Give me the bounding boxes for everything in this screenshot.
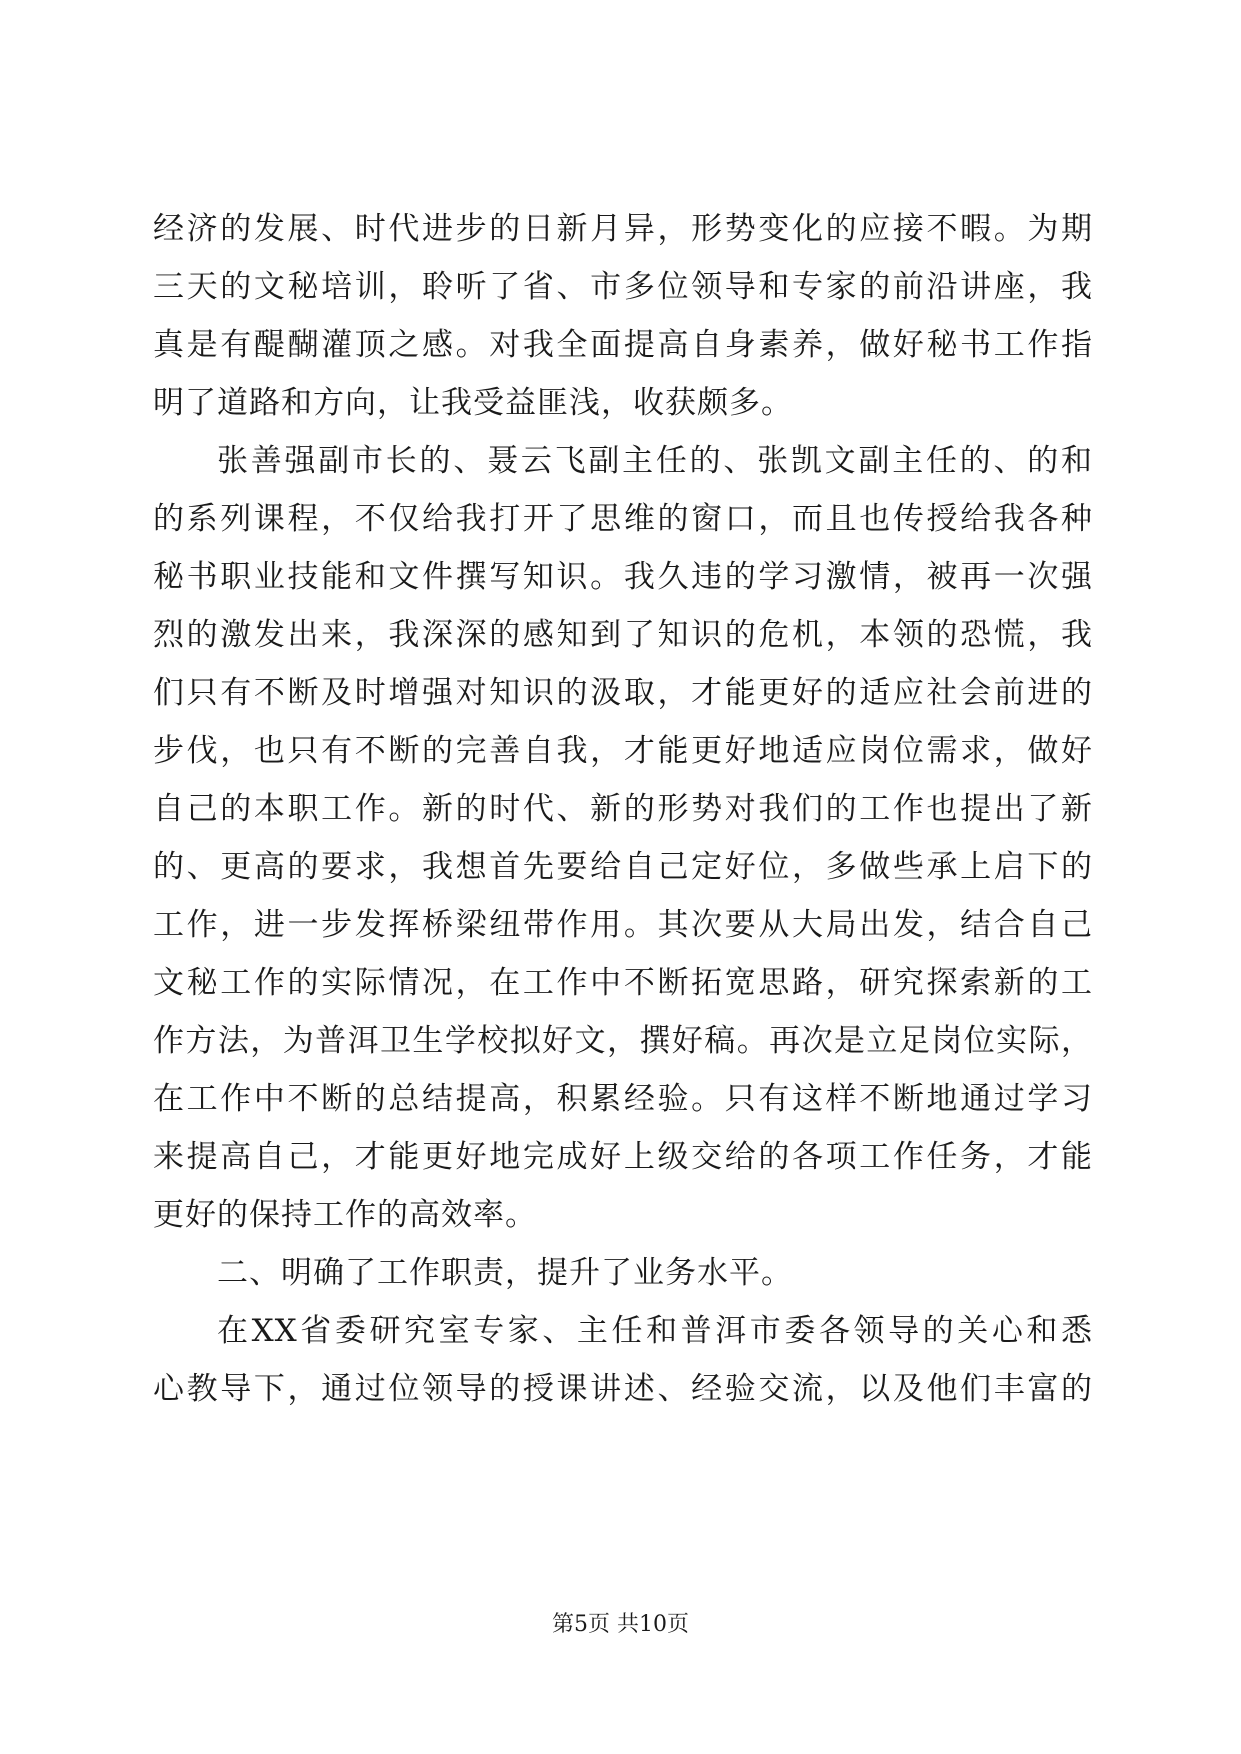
paragraph-1 bbox=[153, 200, 1093, 432]
paragraph-2 bbox=[153, 432, 1093, 1244]
text-line: 自己的本职工作。新的时代、新的形势对我们的工作也提出了新 bbox=[153, 791, 1093, 827]
text-line: 们只有不断及时增强对知识的汲取，才能更好的适应社会前进的 bbox=[153, 675, 1093, 711]
paragraph-3 bbox=[153, 1302, 1093, 1418]
text-line: 在工作中不断的总结提高，积累经验。只有这样不断地通过学习 bbox=[153, 1081, 1093, 1117]
text-line: 作方法，为普洱卫生学校拟好文，撰好稿。再次是立足岗位实际， bbox=[153, 1023, 1093, 1059]
text-line: 经济的发展、时代进步的日新月异，形势变化的应接不暇。为期 bbox=[153, 211, 1093, 247]
text-line: 张善强副市长的、聂云飞副主任的、张凯文副主任的、的和 bbox=[217, 443, 1093, 479]
text-line: 秘书职业技能和文件撰写知识。我久违的学习激情，被再一次强 bbox=[153, 559, 1093, 595]
text-line: 心教导下，通过位领导的授课讲述、经验交流，以及他们丰富的 bbox=[153, 1371, 1093, 1407]
text-line: 烈的激发出来，我深深的感知到了知识的危机，本领的恐慌，我 bbox=[153, 617, 1093, 653]
text-line: 的系列课程，不仅给我打开了思维的窗口，而且也传授给我各种 bbox=[153, 501, 1093, 537]
text-line: 工作，进一步发挥桥梁纽带作用。其次要从大局出发，结合自己 bbox=[153, 907, 1093, 943]
document-body bbox=[153, 200, 1093, 1418]
text-line: 更好的保持工作的高效率。 bbox=[153, 1197, 537, 1233]
text-line: 二、明确了工作职责，提升了业务水平。 bbox=[217, 1255, 793, 1291]
text-line: 的、更高的要求，我想首先要给自己定好位，多做些承上启下的 bbox=[153, 849, 1093, 885]
text-line: 步伐，也只有不断的完善自我，才能更好地适应岗位需求，做好 bbox=[153, 733, 1093, 769]
text-line: 明了道路和方向，让我受益匪浅，收获颇多。 bbox=[153, 385, 793, 421]
text-line: 三天的文秘培训，聆听了省、市多位领导和专家的前沿讲座，我 bbox=[153, 269, 1093, 305]
text-line: 文秘工作的实际情况，在工作中不断拓宽思路，研究探索新的工 bbox=[153, 965, 1093, 1001]
text-line: 真是有醍醐灌顶之感。对我全面提高自身素养，做好秘书工作指 bbox=[153, 327, 1093, 363]
text-line: 来提高自己，才能更好地完成好上级交给的各项工作任务，才能 bbox=[153, 1139, 1093, 1175]
section-heading bbox=[153, 1244, 1093, 1302]
page-number-footer: 第5页 共10页 bbox=[552, 1612, 689, 1637]
text-line: 在XX省委研究室专家、主任和普洱市委各领导的关心和悉 bbox=[217, 1313, 1093, 1349]
